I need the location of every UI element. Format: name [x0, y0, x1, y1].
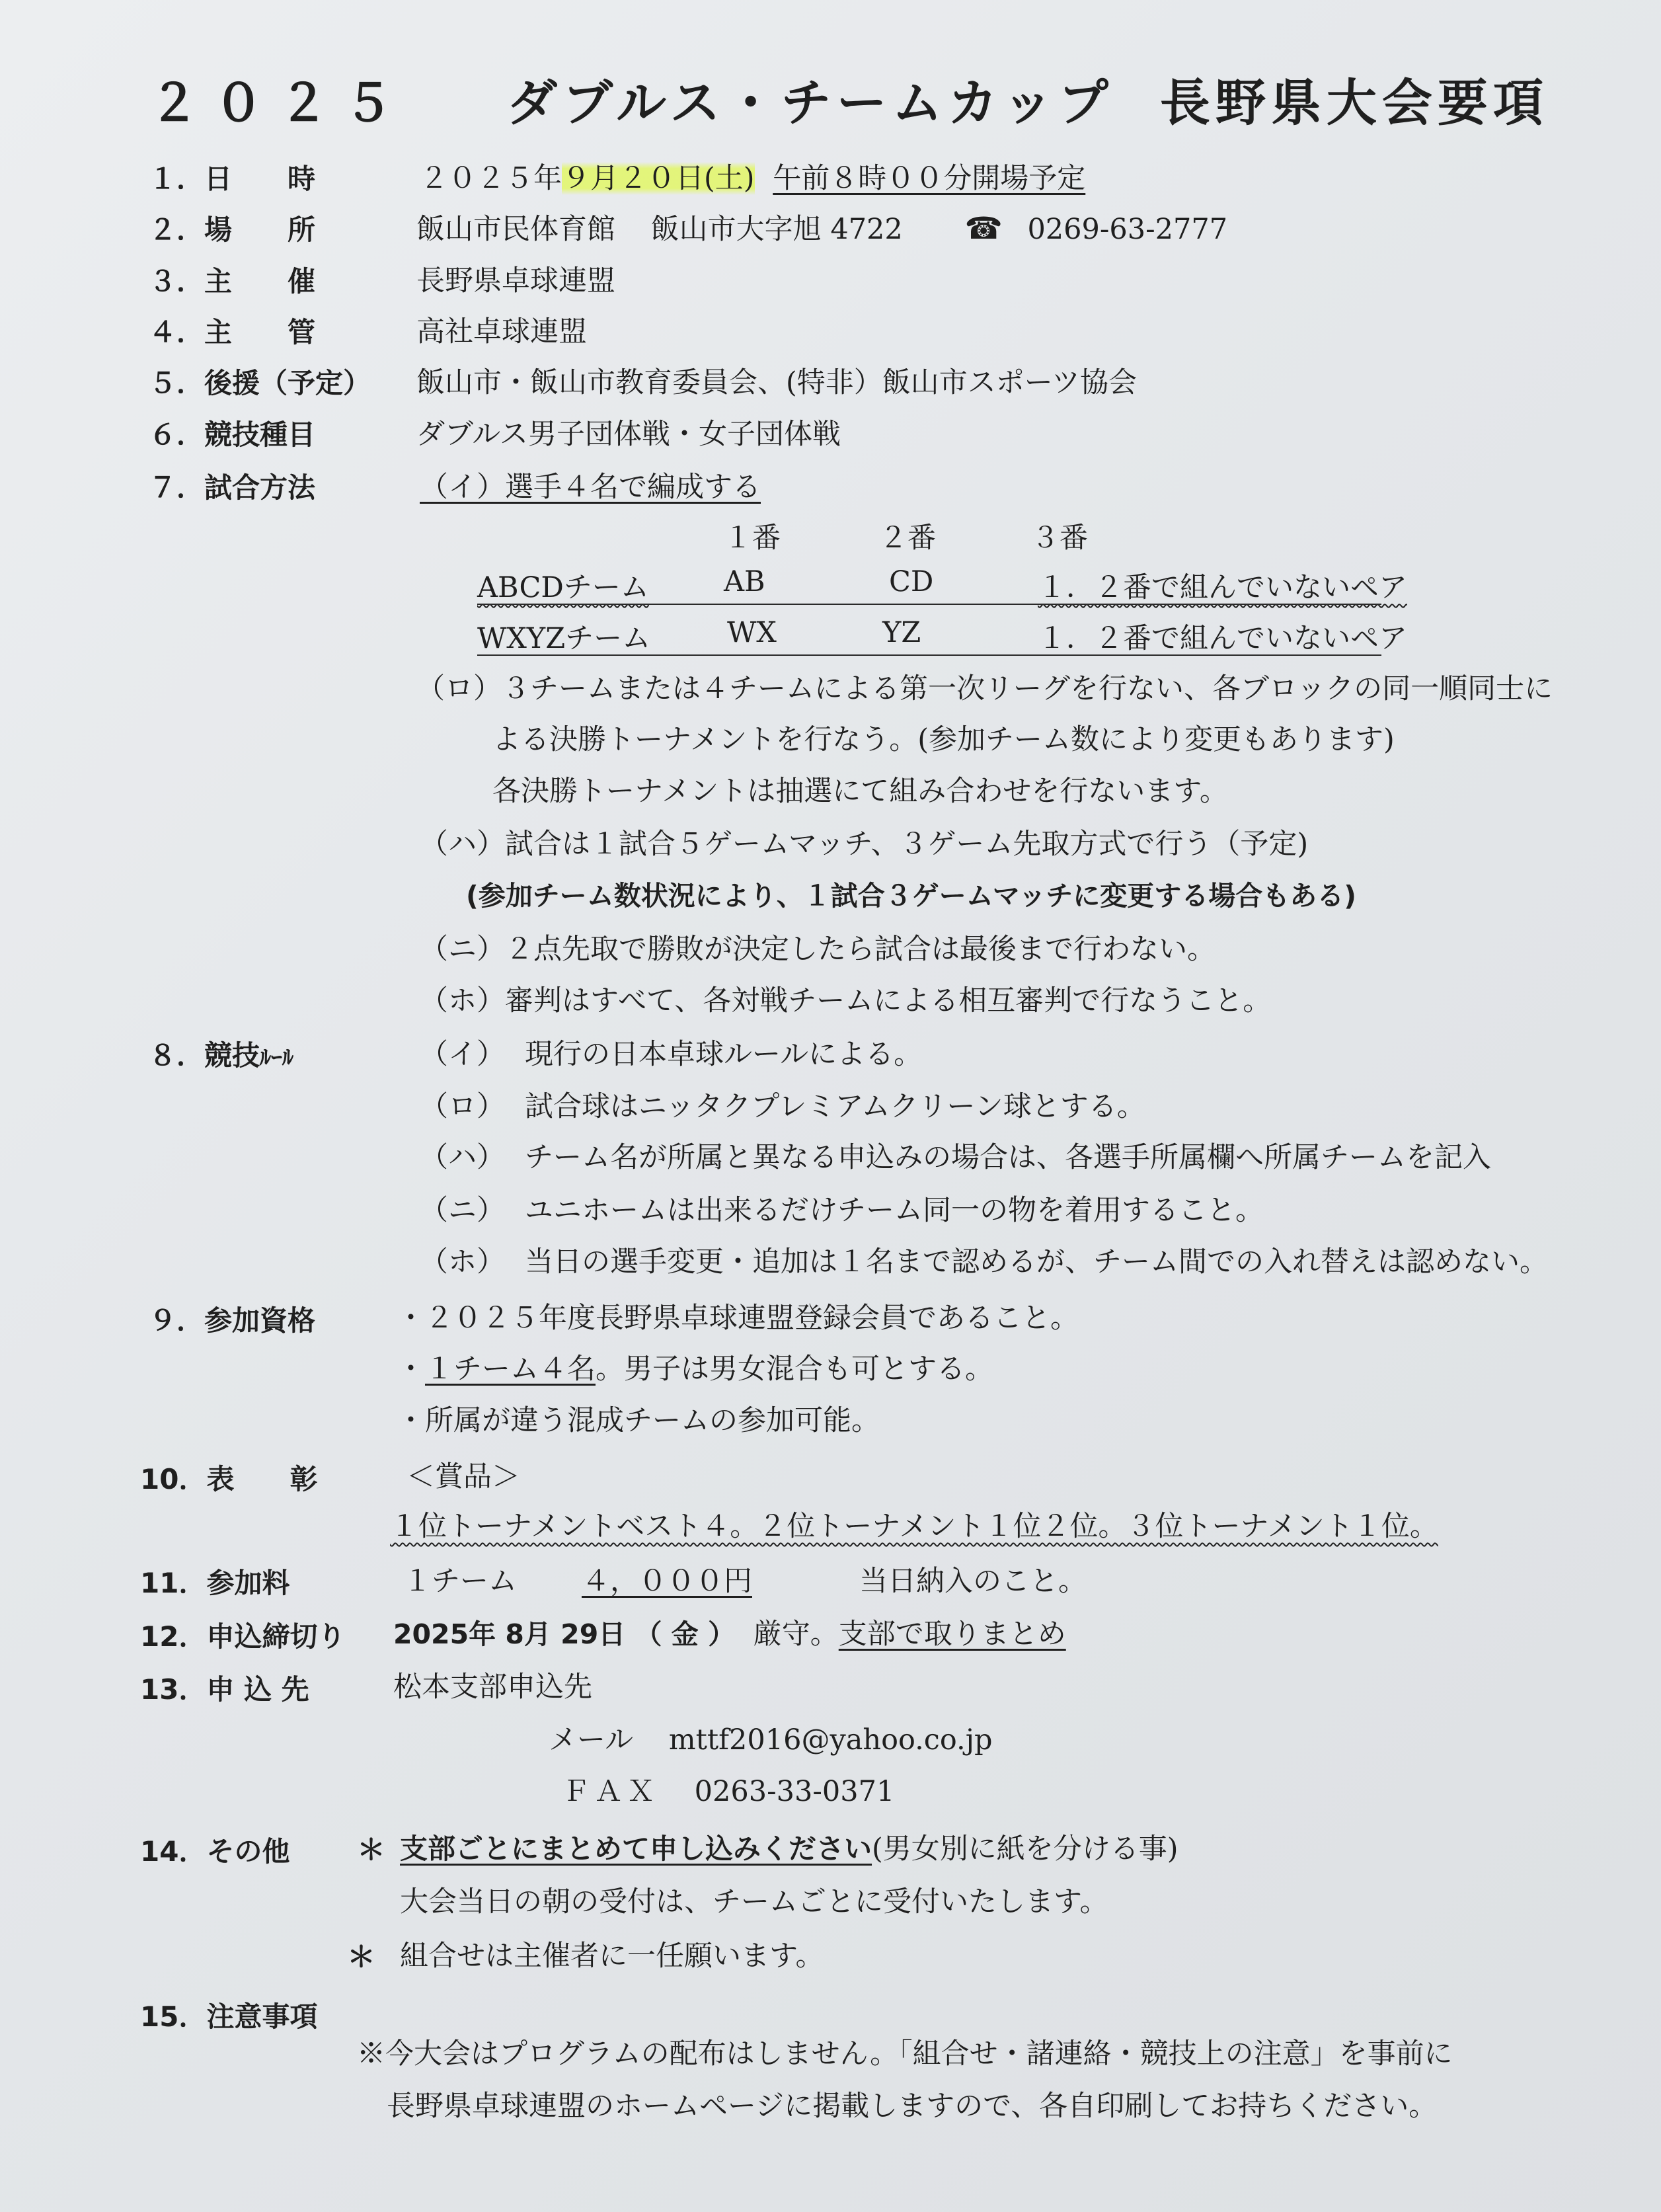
phone-icon: ☎ — [964, 210, 1003, 246]
opening-time: 午前８時００分開場予定 — [773, 162, 1086, 195]
eligibility-line-1: ・２０２５年度長野県卓球連盟登録会員であること。 — [397, 1302, 1079, 1335]
notice-line-2: 長野県卓球連盟のホームページに掲載しますので、各自印刷してお持ちください。 — [387, 2090, 1438, 2123]
item-15-label: 15．注意事項 — [140, 2000, 318, 2033]
other-line-1 — [400, 1827, 1178, 1867]
apply-fax: 0263-33-0371 — [694, 1775, 895, 1808]
item-6-label: ６．競技種目 — [149, 418, 316, 451]
rule-d-text: ユニホームは出来るだけチーム同一の物を着用すること。 — [525, 1194, 1264, 1227]
title-region: 長野県大会要項 — [1159, 73, 1549, 132]
page-title — [149, 63, 1549, 135]
eligibility-team-size: １チーム４名 — [425, 1353, 596, 1386]
item-5-label: ５．後援（予定） — [149, 367, 371, 399]
item-7a-mark: （イ） — [420, 471, 505, 504]
rule-e-mark: （ホ） — [420, 1245, 505, 1279]
lineup-row-1-c3: １．２番で組んでいないペア — [1038, 571, 1407, 604]
eligibility-bullet: ・ — [397, 1353, 425, 1386]
item-7c-line2: (参加チーム数状況により、１試合３ゲームマッチに変更する場合もある) — [466, 880, 1357, 912]
item-11-label: 11．参加料 — [140, 1567, 290, 1599]
award-line: １位トーナメントベスト４。２位トーナメント１位２位。３位トーナメント１位。 — [390, 1510, 1438, 1543]
deadline — [393, 1612, 1066, 1652]
item-12-label: 12．申込締切り — [140, 1620, 346, 1653]
title-name: ダブルス・チームカップ — [507, 73, 1114, 132]
lineup-row-2-c3: １．２番で組んでいないペア — [1038, 622, 1407, 655]
item-2-label: ２．場 所 — [149, 214, 316, 246]
lineup-row-1-underline — [477, 604, 1381, 605]
rule-b-mark: （ロ） — [420, 1090, 505, 1123]
item-7b-line2: よる決勝トーナメントを行なう。(参加チーム数により変更もあります) — [492, 723, 1395, 756]
item-8-label — [149, 1034, 293, 1074]
other-line-2: 大会当日の朝の受付は、チームごとに受付いたします。 — [400, 1885, 1108, 1918]
lineup-row-2-team: WXYZチーム — [477, 622, 651, 655]
rule-a-text: 現行の日本卓球ルールによる。 — [525, 1038, 923, 1071]
item-7a — [420, 465, 761, 505]
rule-d-mark: （ニ） — [420, 1194, 505, 1227]
item-1-label: １．日 時 — [149, 163, 316, 195]
item-14-label: 14．その他 — [140, 1835, 290, 1868]
item-8-label-main: ８．競技 — [149, 1039, 260, 1072]
eligibility-line-3: ・所属が違う混成チームの参加可能。 — [397, 1404, 880, 1437]
item-5-value: 飯山市・飯山市教育委員会、(特非）飯山市スポーツ協会 — [416, 366, 1138, 399]
rule-d — [420, 1188, 1264, 1228]
item-2-value — [416, 207, 1227, 247]
rule-e — [420, 1240, 1548, 1280]
rule-c — [420, 1135, 1491, 1175]
item-4-label: ４．主 管 — [149, 316, 316, 348]
lineup-row-2-c2: YZ — [882, 616, 921, 649]
item-9-label: ９．参加資格 — [149, 1304, 316, 1337]
lineup-row-2-underline — [477, 654, 1381, 656]
title-year: ２０２５ — [149, 73, 408, 132]
date-highlighted: ９月２０日(土) — [562, 162, 755, 195]
item-7b-line3: 各決勝トーナメントは抽選にて組み合わせを行ないます。 — [492, 775, 1228, 808]
award-head: ＜賞品＞ — [406, 1460, 520, 1493]
eligibility-mixed: 。男子は男女混合も可とする。 — [596, 1353, 993, 1386]
item-8-label-small: ﾙｰﾙ — [260, 1045, 294, 1071]
apply-fax-label: ＦＡＸ — [562, 1775, 659, 1808]
fee-amount: ４，０００円 — [582, 1565, 752, 1598]
item-10-label: 10．表 彰 — [140, 1463, 318, 1495]
item-7-label: ７．試合方法 — [149, 471, 316, 504]
deadline-strict: 厳守。 — [753, 1618, 839, 1651]
lineup-header-2: ２番 — [879, 522, 936, 555]
item-7a-text: 選手４名で編成する — [505, 471, 761, 504]
lineup-row-1-c1: AB — [724, 565, 765, 598]
date-year: ２０２５年 — [420, 162, 562, 195]
item-7e-line: （ホ）審判はすべて、各対戦チームによる相互審判で行なうこと。 — [420, 984, 1272, 1017]
apply-to: 松本支部申込先 — [393, 1671, 592, 1704]
item-7d-line: （ニ）２点先取で勝敗が決定したら試合は最後まで行わない。 — [420, 933, 1216, 966]
deadline-date: 2025年 8月 29日 （ 金 ） — [393, 1618, 736, 1650]
apply-fax-row — [562, 1769, 894, 1809]
rule-a-mark: （イ） — [420, 1038, 505, 1071]
lineup-row-1-team: ABCDチーム — [477, 571, 649, 604]
other-star-2: ＊ — [347, 1941, 375, 1974]
lineup-header-1: １番 — [724, 522, 781, 555]
apply-mail-label: メール — [549, 1723, 634, 1757]
item-13-label: 13．申 込 先 — [140, 1673, 309, 1706]
apply-mail-row — [549, 1718, 993, 1758]
other-line-1-note: (男女別に紙を分ける事) — [872, 1833, 1178, 1866]
eligibility-line-2 — [397, 1347, 993, 1387]
item-3-value: 長野県卓球連盟 — [416, 264, 615, 297]
item-1-value — [420, 156, 1085, 196]
other-star-1: ＊ — [357, 1834, 385, 1867]
rule-b-text: 試合球はニッタクプレミアムクリーン球とする。 — [525, 1090, 1145, 1123]
venue-name: 飯山市民体育館 — [416, 213, 615, 246]
item-7b-line1: （ロ）３チームまたは４チームによる第一次リーグを行ない、各ブロックの同一順同士に — [416, 672, 1553, 705]
lineup-row-2-c1: WX — [727, 616, 777, 649]
item-7c-line1: （ハ）試合は１試合５ゲームマッチ、３ゲーム先取方式で行う（予定) — [420, 828, 1309, 861]
rule-a — [420, 1032, 922, 1072]
item-3-label: ３．主 催 — [149, 265, 316, 297]
item-6-value: ダブルス男子団体戦・女子団体戦 — [416, 418, 841, 451]
deadline-branch: 支部で取りまとめ — [838, 1618, 1066, 1651]
rule-b — [420, 1084, 1145, 1125]
fee-note: 当日納入のこと。 — [859, 1565, 1087, 1598]
other-line-1-main: 支部ごとにまとめて申し込みください — [400, 1833, 872, 1865]
fee-unit: １チーム — [403, 1565, 517, 1598]
other-line-3: 組合せは主催者に一任願います。 — [400, 1940, 824, 1973]
lineup-row-2 — [477, 616, 650, 656]
venue-phone: 0269-63-2777 — [1027, 213, 1228, 246]
notice-line-1: ※今大会はプログラムの配布はしません。「組合せ・諸連絡・競技上の注意」を事前に — [357, 2037, 1453, 2071]
rule-c-text: チーム名が所属と異なる申込みの場合は、各選手所属欄へ所属チームを記入 — [525, 1141, 1491, 1174]
rule-e-text: 当日の選手変更・追加は１名まで認めるが、チーム間での入れ替えは認めない。 — [525, 1245, 1548, 1279]
item-4-value: 高社卓球連盟 — [416, 315, 587, 348]
apply-mail[interactable]: mttf2016@yahoo.co.jp — [668, 1723, 993, 1757]
venue-address: 飯山市大字旭 4722 — [650, 213, 903, 246]
lineup-row-1-c2: CD — [889, 565, 934, 598]
rule-c-mark: （ハ） — [420, 1141, 505, 1174]
lineup-header-3: ３番 — [1031, 522, 1088, 555]
